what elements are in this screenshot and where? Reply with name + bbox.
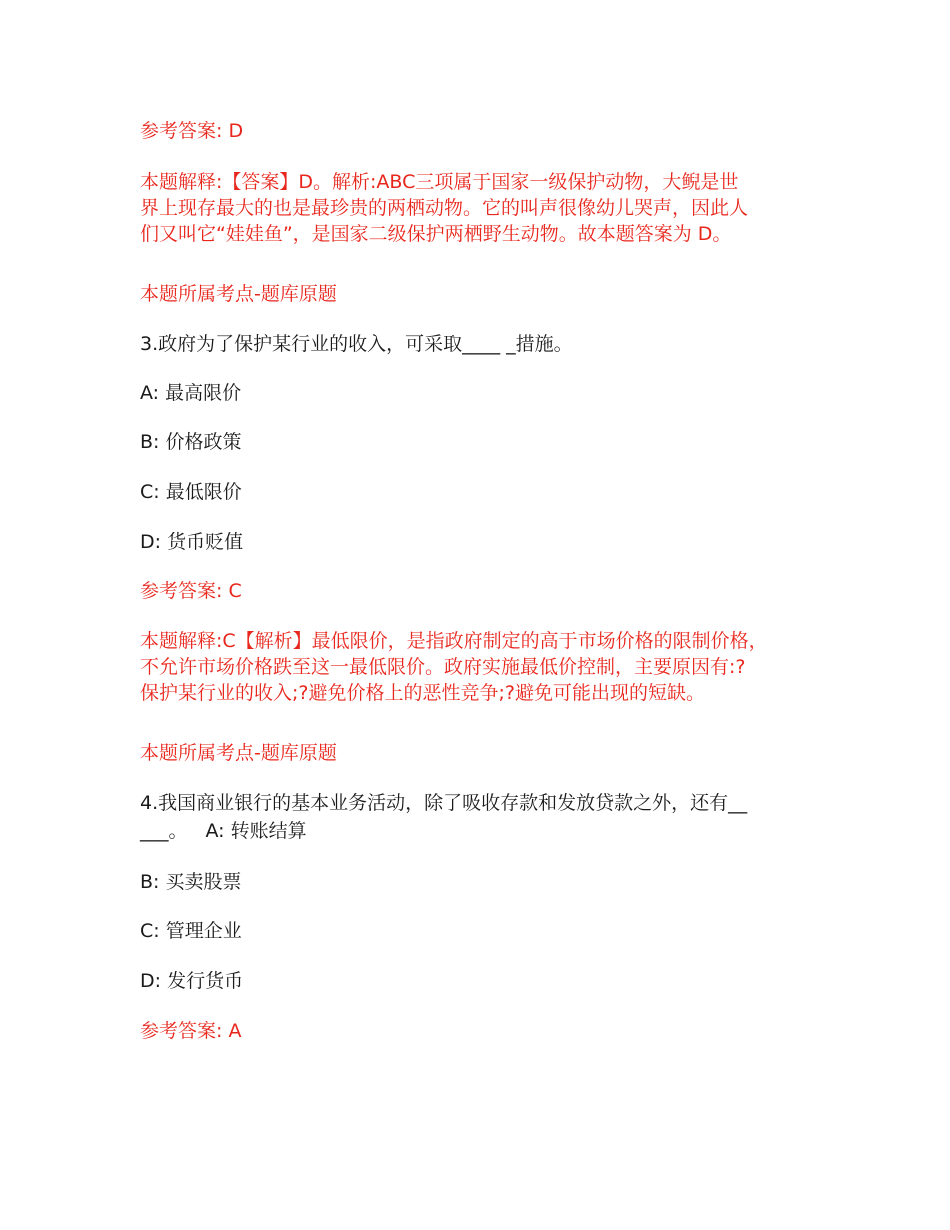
question-4-line-2	[140, 818, 307, 844]
q3-answer: 参考答案: C	[140, 580, 242, 602]
explanation-prev-line-3: 们又叫它“娃娃鱼”，是国家二级保护两栖野生动物。故本题答案为 D。	[140, 223, 732, 245]
q4-option-b: B: 买卖股票	[140, 871, 242, 893]
answer-prev: 参考答案: D	[140, 120, 244, 142]
q4-option-c: C: 管理企业	[140, 920, 242, 942]
question-3: 3.政府为了保护某行业的收入，可采取____ _措施。	[140, 333, 573, 355]
explanation-prev-line-2: 界上现存最大的也是最珍贵的两栖动物。它的叫声很像幼儿哭声，因此人	[140, 197, 749, 219]
q3-option-b: B: 价格政策	[140, 431, 242, 453]
q3-option-d: D: 货币贬值	[140, 531, 244, 553]
knowledge-point-prev: 本题所属考点-题库原题	[140, 283, 337, 305]
explanation-prev-line-1: 本题解释:【答案】D。解析:ABC三项属于国家一级保护动物，大鲵是世	[140, 171, 739, 193]
q3-explanation-line-2: 不允许市场价格跌至这一最低限价。政府实施最低价控制，主要原因有:?	[140, 656, 746, 678]
question-4-line-1: 4.我国商业银行的基本业务活动，除了吸收存款和发放贷款之外，还有__	[140, 792, 748, 814]
q4-option-a: A: 转账结算	[205, 820, 307, 842]
explanation-prev	[140, 169, 830, 247]
q3-option-a: A: 最高限价	[140, 382, 242, 404]
q4-option-d: D: 发行货币	[140, 970, 244, 992]
q3-knowledge-point: 本题所属考点-题库原题	[140, 742, 337, 764]
q3-explanation	[140, 628, 830, 706]
q3-option-c: C: 最低限价	[140, 481, 242, 503]
q4-answer: 参考答案: A	[140, 1020, 242, 1042]
question-4-line-2-text: ___。	[140, 820, 188, 842]
q3-explanation-line-1: 本题解释:C【解析】最低限价，是指政府制定的高于市场价格的限制价格，	[140, 630, 768, 652]
q3-explanation-line-3: 保护某行业的收入;?避免价格上的恶性竞争;?避免可能出现的短缺。	[140, 682, 705, 704]
